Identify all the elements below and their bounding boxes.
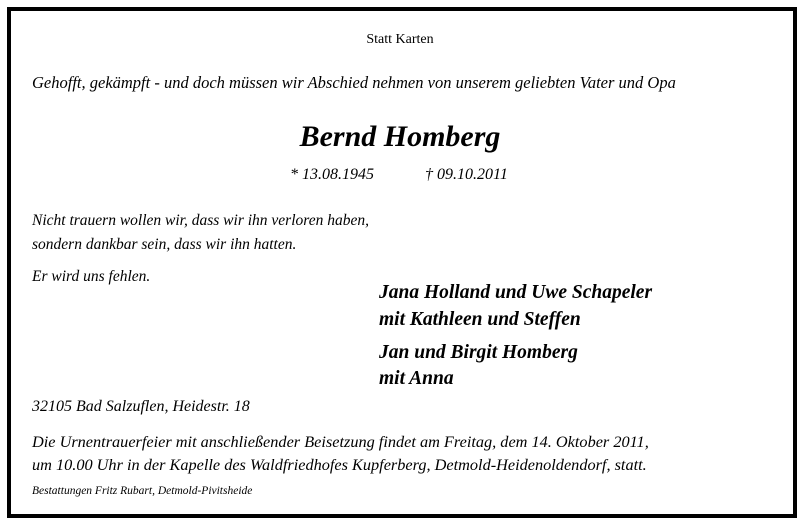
- closing-text: Er wird uns fehlen.: [32, 268, 151, 285]
- mourner-line: mit Anna: [379, 368, 454, 389]
- deceased-name: Bernd Homberg: [299, 120, 501, 153]
- birth-date: * 13.08.1945: [290, 166, 374, 183]
- address-text: 32105 Bad Salzuflen, Heidestr. 18: [32, 398, 250, 415]
- undertaker-text: Bestattungen Fritz Rubart, Detmold-Pivitsheide: [32, 485, 253, 497]
- verse-line: Nicht trauern wollen wir, dass wir ihn verloren haben,: [32, 212, 369, 229]
- ceremony-line: um 10.00 Uhr in der Kapelle des Waldfriedhofes Kupferberg, Detmold-Heidenoldendorf, statt.: [32, 455, 647, 474]
- intro-text: Gehofft, gekämpft - und doch müssen wir Abschied nehmen von unserem geliebten Vater und Opa: [32, 73, 676, 92]
- mourner-line: Jan und Birgit Homberg: [379, 342, 578, 363]
- mourner-line: Jana Holland und Uwe Schapeler: [379, 282, 653, 303]
- mourner-line: mit Kathleen und Steffen: [379, 309, 581, 330]
- verse-line: sondern dankbar sein, dass wir ihn hatten.: [32, 236, 297, 253]
- death-date: † 09.10.2011: [425, 166, 508, 183]
- header-text: Statt Karten: [366, 32, 434, 47]
- ceremony-line: Die Urnentrauerfeier mit anschließender Beisetzung findet am Freitag, dem 14. Oktober 2011,: [32, 432, 649, 451]
